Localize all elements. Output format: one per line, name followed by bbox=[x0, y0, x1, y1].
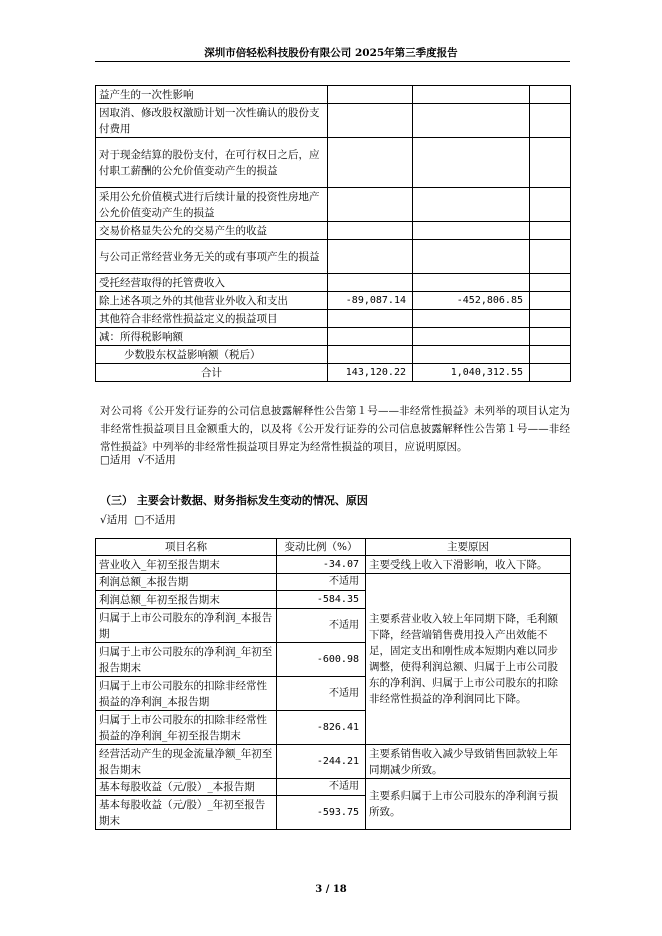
row-label: 与公司正常经营业务无关的或有事项产生的损益 bbox=[96, 240, 328, 274]
table-row-ratio: -600.98 bbox=[277, 643, 366, 677]
indicator-change-table bbox=[95, 538, 571, 830]
row-value-v3 bbox=[530, 104, 571, 138]
row-label: 因取消、修改股权激励计划一次性确认的股份支付费用 bbox=[96, 104, 328, 138]
row-value-v2 bbox=[413, 240, 530, 274]
nonrecurring-items-table bbox=[95, 85, 571, 382]
row-value-v1 bbox=[328, 346, 413, 364]
checkbox-row-1 bbox=[100, 452, 176, 467]
table-row-item: 归属于上市公司股东的扣除非经常性损益的净利润_年初至报告期末 bbox=[96, 711, 277, 745]
table-row-item: 归属于上市公司股东的净利润_本报告期 bbox=[96, 609, 277, 643]
row-value-v1 bbox=[328, 86, 413, 104]
row-value-v1 bbox=[328, 138, 413, 188]
table-row-ratio: 不适用 bbox=[277, 574, 366, 591]
row-value-v3 bbox=[530, 364, 571, 382]
row-label: 交易价格显失公允的交易产生的收益 bbox=[96, 222, 328, 240]
not-applicable-option[interactable]: □不适用 bbox=[134, 514, 176, 526]
row-label: 减：所得税影响额 bbox=[96, 328, 328, 346]
row-value-v2 bbox=[413, 222, 530, 240]
reason-cell: 主要系归属于上市公司股东的净利润亏损所致。 bbox=[366, 779, 571, 830]
row-value-v1 bbox=[328, 104, 413, 138]
applicable-option[interactable]: √适用 bbox=[100, 514, 128, 526]
reason-cell: 主要受线上收入下滑影响，收入下降。 bbox=[366, 556, 571, 574]
row-value-v1 bbox=[328, 310, 413, 328]
row-value-v2 bbox=[413, 328, 530, 346]
table-row bbox=[96, 240, 571, 274]
table-row-item: 归属于上市公司股东的净利润_年初至报告期末 bbox=[96, 643, 277, 677]
row-value-v1 bbox=[328, 222, 413, 240]
checkbox-row-2 bbox=[100, 512, 176, 527]
table-row-ratio: -584.35 bbox=[277, 591, 366, 609]
reason-cell: 主要系销售收入减少导致销售回款较上年同期减少所致。 bbox=[366, 745, 571, 779]
table-row-item: 归属于上市公司股东的扣除非经常性损益的净利润_本报告期 bbox=[96, 677, 277, 711]
row-label: 对于现金结算的股份支付，在可行权日之后，应付职工薪酬的公允价值变动产生的损益 bbox=[96, 138, 328, 188]
table-row-item: 营业收入_年初至报告期末 bbox=[96, 556, 277, 574]
table-row bbox=[96, 346, 571, 364]
header-item: 项目名称 bbox=[96, 539, 277, 556]
table-row bbox=[96, 292, 571, 310]
row-label: 其他符合非经常性损益定义的损益项目 bbox=[96, 310, 328, 328]
row-value-v2 bbox=[413, 346, 530, 364]
page-number: 3 / 18 bbox=[315, 884, 347, 895]
row-value-v2 bbox=[413, 104, 530, 138]
section-title: （三） 主要会计数据、财务指标发生变动的情况、原因 bbox=[100, 494, 368, 507]
not-applicable-option[interactable]: √不适用 bbox=[137, 454, 176, 466]
row-label: 受托经营取得的托管费收入 bbox=[96, 274, 328, 292]
row-label: 除上述各项之外的其他营业外收入和支出 bbox=[96, 292, 328, 310]
row-value-v3 bbox=[530, 328, 571, 346]
row-label: 采用公允价值模式进行后续计量的投资性房地产公允价值变动产生的损益 bbox=[96, 188, 328, 222]
table-row bbox=[96, 364, 571, 382]
table-row-item: 基本每股收益（元/股）_本报告期 bbox=[96, 779, 277, 796]
row-value-v1: 143,120.22 bbox=[328, 364, 413, 382]
row-value-v3 bbox=[530, 310, 571, 328]
table-row bbox=[96, 222, 571, 240]
reason-cell: 主要系营业收入较上年同期下降，毛利额下降，经营端销售费用投入产出效能不足，固定支出和刚性成本短期内难以同步调整，使得利润总额、归属于上市公司股东的净利润、归属于上市公司股东的扣除非经常性损益的净利润同比下降。 bbox=[366, 574, 571, 745]
row-value-v1 bbox=[328, 188, 413, 222]
row-value-v1 bbox=[328, 240, 413, 274]
header-divider bbox=[95, 61, 570, 62]
table-row bbox=[96, 86, 571, 104]
row-label: 益产生的一次性影响 bbox=[96, 86, 328, 104]
row-label: 少数股东权益影响额（税后） bbox=[96, 346, 328, 364]
row-label: 合计 bbox=[96, 364, 328, 382]
table-row-ratio: 不适用 bbox=[277, 677, 366, 711]
row-value-v3 bbox=[530, 188, 571, 222]
row-value-v3 bbox=[530, 138, 571, 188]
row-value-v3 bbox=[530, 292, 571, 310]
row-value-v2 bbox=[413, 86, 530, 104]
row-value-v1: -89,087.14 bbox=[328, 292, 413, 310]
row-value-v2 bbox=[413, 138, 530, 188]
table-row bbox=[96, 274, 571, 292]
table-row-ratio: -244.21 bbox=[277, 745, 366, 779]
row-value-v1 bbox=[328, 274, 413, 292]
row-value-v3 bbox=[530, 274, 571, 292]
table-row bbox=[96, 310, 571, 328]
table-row-ratio: -34.07 bbox=[277, 556, 366, 574]
page-header: 深圳市倍轻松科技股份有限公司 2025年第三季度报告 bbox=[204, 47, 458, 59]
row-value-v2 bbox=[413, 274, 530, 292]
table-row-item: 经营活动产生的现金流量净额_年初至报告期末 bbox=[96, 745, 277, 779]
row-value-v3 bbox=[530, 240, 571, 274]
table-row bbox=[96, 138, 571, 188]
table-row-item: 利润总额_年初至报告期末 bbox=[96, 591, 277, 609]
table-row bbox=[96, 104, 571, 138]
table-row-ratio: 不适用 bbox=[277, 609, 366, 643]
table-row-ratio: -826.41 bbox=[277, 711, 366, 745]
row-value-v2: 1,040,312.55 bbox=[413, 364, 530, 382]
table-row-ratio: -593.75 bbox=[277, 796, 366, 830]
header-reason: 主要原因 bbox=[366, 539, 571, 556]
row-value-v3 bbox=[530, 222, 571, 240]
row-value-v2: -452,806.85 bbox=[413, 292, 530, 310]
applicable-option[interactable]: □适用 bbox=[100, 454, 131, 466]
row-value-v3 bbox=[530, 346, 571, 364]
table-row-item: 基本每股收益（元/股）_年初至报告期末 bbox=[96, 796, 277, 830]
header-ratio: 变动比例（%） bbox=[277, 539, 366, 556]
table-row-item: 利润总额_本报告期 bbox=[96, 574, 277, 591]
row-value-v1 bbox=[328, 328, 413, 346]
row-value-v2 bbox=[413, 188, 530, 222]
table-row bbox=[96, 188, 571, 222]
note-paragraph: 对公司将《公开发行证券的公司信息披露解释性公告第１号——非经常性损益》未列举的项目认定为非经常性损益项目且金额重大的，以及将《公开发行证券的公司信息披露解释性公告第１号——非经常性损益》中列举的非经常性损益项目界定为经常性损益的项目，应说明原因。 bbox=[100, 405, 570, 453]
table-row bbox=[96, 328, 571, 346]
row-value-v2 bbox=[413, 310, 530, 328]
row-value-v3 bbox=[530, 86, 571, 104]
table-row-ratio: 不适用 bbox=[277, 779, 366, 796]
